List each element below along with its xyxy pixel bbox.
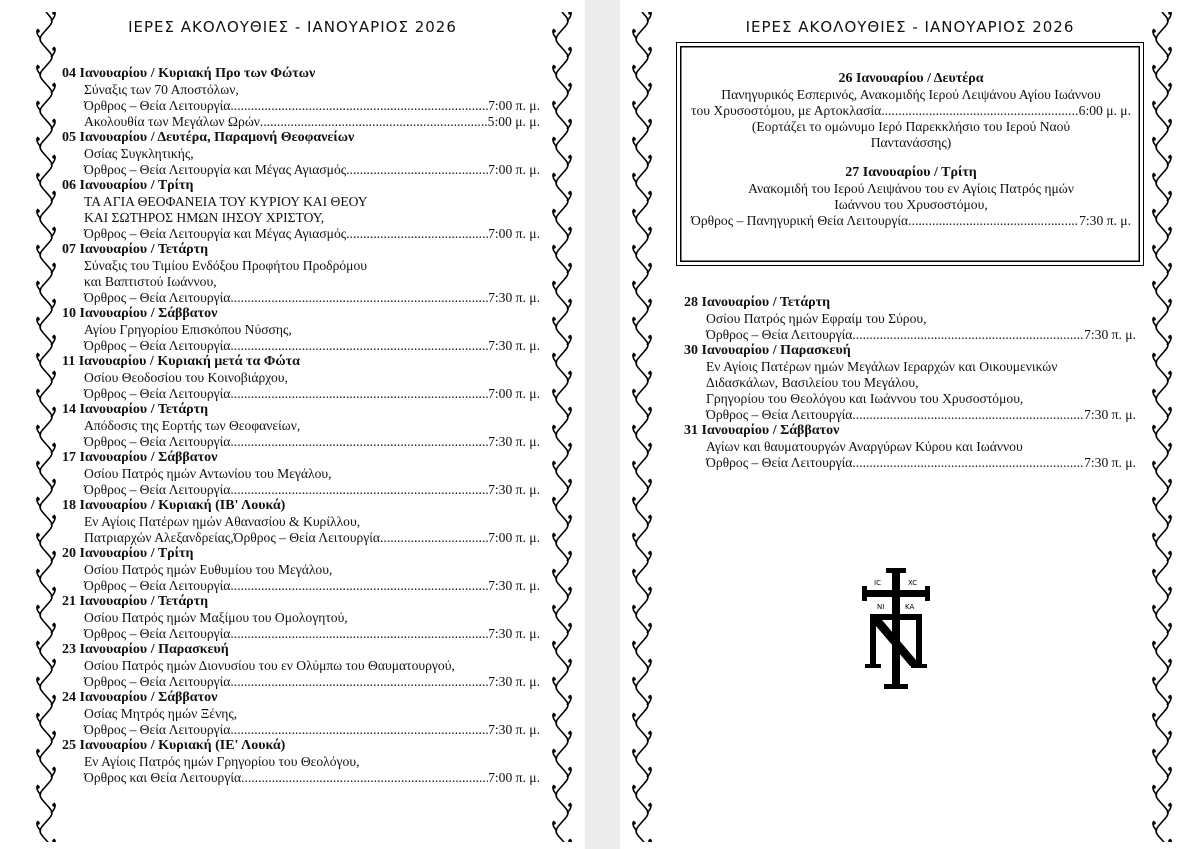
entry-time-line — [684, 407, 1136, 423]
dot-leader — [346, 226, 488, 242]
entry-date: 30 Ιανουαρίου / Παρασκευή — [684, 343, 851, 358]
entry-line: Σύναξις του Τιμίου Ενδόξου Προφήτου Προδρόμου — [84, 258, 367, 273]
entry-line: Διδασκάλων, Βασιλείου του Μεγάλου, — [706, 375, 919, 390]
entry-line: Όρθρος – Θεία Λειτουργία — [84, 482, 231, 497]
vine-border-icon — [630, 12, 654, 842]
service-time: 6:00 μ. μ. — [1078, 103, 1131, 118]
service-time: 7:00 π. μ. — [488, 770, 540, 785]
entry-time-line — [62, 290, 540, 306]
dot-leader — [346, 162, 488, 178]
dot-leader — [380, 530, 488, 546]
entry-line: Όρθρος – Θεία Λειτουργία — [84, 338, 231, 353]
dot-leader — [241, 770, 488, 786]
dot-leader — [230, 290, 488, 306]
service-time: 7:00 π. μ. — [488, 530, 540, 545]
entry-time-line — [691, 103, 1131, 119]
entry-note: (Εορτάζει το ομώνυμο Ιερό Παρεκκλήσιο του Ιερού Ναού — [751, 119, 1071, 134]
entry-line: Ιωάννου του Χρυσοστόμου, — [834, 197, 988, 212]
vine-border-icon — [34, 12, 58, 842]
entry-line: Όρθρος – Πανηγυρική Θεία Λειτουργία — [691, 213, 909, 228]
entry-time-line — [62, 578, 540, 594]
dot-leader — [230, 674, 488, 690]
entry-line: Όρθρος – Θεία Λειτουργία — [84, 722, 231, 737]
emblem-ka: KA — [905, 603, 915, 611]
entry-time-line — [62, 770, 540, 786]
entry-date: 11 Ιανουαρίου / Κυριακή μετά τα Φώτα — [62, 354, 300, 369]
entry-line: Εν Αγίοις Πατρός ημών Γρηγορίου του Θεολόγου, — [84, 754, 360, 769]
entry-line: Αγίου Γρηγορίου Επισκόπου Νύσσης, — [84, 322, 292, 337]
entry-note: Παντανάσσης) — [870, 135, 952, 150]
emblem-ni: NI — [877, 603, 885, 611]
entry-line: Οσίου Πατρός ημών Εφραίμ του Σύρου, — [706, 311, 927, 326]
dot-leader — [852, 407, 1084, 423]
entry-line: Οσίου Πατρός ημών Αντωνίου του Μεγάλου, — [84, 466, 332, 481]
entry-time-line — [684, 327, 1136, 343]
service-time: 7:30 π. μ. — [488, 722, 540, 737]
entry-date: 26 Ιανουαρίου / Δευτέρα — [838, 71, 984, 86]
entry-date: 28 Ιανουαρίου / Τετάρτη — [684, 295, 831, 310]
service-time: 7:30 π. μ. — [488, 674, 540, 689]
entry-line: Εν Αγίοις Πατέρων ημών Αθανασίου & Κυρίλλου, — [84, 514, 361, 529]
service-time: 7:30 π. μ. — [1079, 213, 1131, 228]
entry-line: Οσίου Πατρός ημών Ευθυμίου του Μεγάλου, — [84, 562, 333, 577]
entry-line: ΚΑΙ ΣΩΤΗΡΟΣ ΗΜΩΝ ΙΗΣΟΥ ΧΡΙΣΤΟΥ, — [84, 210, 325, 225]
entry-line: Πατριαρχών Αλεξανδρείας,Όρθρος – Θεία Λειτουργία — [84, 530, 381, 545]
entry-time-line — [62, 338, 540, 354]
dot-leader — [230, 386, 488, 402]
entry-line: Αγίων και θαυματουργών Αναργύρων Κύρου και Ιωάννου — [706, 439, 1023, 454]
entry-line: Όρθρος – Θεία Λειτουργία — [84, 434, 231, 449]
dot-leader — [852, 327, 1084, 343]
entry-date: 07 Ιανουαρίου / Τετάρτη — [62, 242, 209, 257]
entry-time-line — [691, 213, 1131, 229]
entry-date: 17 Ιανουαρίου / Σάββατον — [62, 450, 218, 465]
entry-line: Οσίου Θεοδοσίου του Κοινοβιάρχου, — [84, 370, 288, 385]
entry-line: Οσίου Πατρός ημών Μαξίμου του Ομολογητού, — [84, 610, 348, 625]
entry-date: 20 Ιανουαρίου / Τρίτη — [62, 546, 194, 561]
entry-date: 06 Ιανουαρίου / Τρίτη — [62, 178, 194, 193]
entry-line: Όρθρος – Θεία Λειτουργία και Μέγας Αγιασμός — [84, 162, 347, 177]
entry-date: 23 Ιανουαρίου / Παρασκευή — [62, 642, 229, 657]
service-time: 7:00 π. μ. — [488, 386, 540, 401]
emblem-ic: IC — [874, 579, 881, 587]
entry-line: Όρθρος – Θεία Λειτουργία — [84, 578, 231, 593]
page-header-right: ΙΕΡΕΣ ΑΚΟΛΟΥΘΙΕΣ - ΙΑΝΟΥΑΡΙΟΣ 2026 — [745, 18, 1075, 36]
entry-time-line — [62, 626, 540, 642]
dot-leader — [230, 626, 488, 642]
entry-line: Όρθρος – Θεία Λειτουργία — [706, 455, 853, 470]
entry-time-line — [62, 98, 540, 114]
dot-leader — [230, 722, 488, 738]
dot-leader — [852, 455, 1084, 471]
dot-leader — [230, 338, 488, 354]
entry-time-line — [62, 226, 540, 242]
entry-line: και Βαπτιστού Ιωάννου, — [84, 274, 217, 289]
entry-line: ΤΑ ΑΓΙΑ ΘΕΟΦΑΝΕΙΑ ΤΟΥ ΚΥΡΙΟΥ ΚΑΙ ΘΕΟΥ — [84, 194, 368, 209]
entry-line: Όρθρος – Θεία Λειτουργία και Μέγας Αγιασμός — [84, 226, 347, 241]
entry-time-line — [62, 114, 540, 130]
service-time: 7:00 π. μ. — [488, 98, 540, 113]
entry-time-line — [62, 722, 540, 738]
entry-line: Όρθρος – Θεία Λειτουργία — [706, 407, 853, 422]
service-time: 7:00 π. μ. — [488, 226, 540, 241]
vine-border-icon — [550, 12, 574, 842]
entry-date: 04 Ιανουαρίου / Κυριακή Προ των Φώτων — [62, 66, 316, 81]
entry-line: Πανηγυρικός Εσπερινός, Ανακομιδής Ιερού Λειψάνου Αγίου Ιωάννου — [721, 87, 1101, 102]
entry-line: Όρθρος – Θεία Λειτουργία — [84, 386, 231, 401]
service-time: 7:00 π. μ. — [488, 162, 540, 177]
entry-date: 10 Ιανουαρίου / Σάββατον — [62, 306, 218, 321]
service-time: 7:30 π. μ. — [1084, 455, 1136, 470]
entry-date: 21 Ιανουαρίου / Τετάρτη — [62, 594, 209, 609]
entry-time-line — [684, 455, 1136, 471]
entry-line: Οσίας Συγκλητικής, — [84, 146, 194, 161]
service-time: 7:30 π. μ. — [488, 626, 540, 641]
service-time: 7:30 π. μ. — [1084, 407, 1136, 422]
entry-date: 05 Ιανουαρίου / Δευτέρα, Παραμονή Θεοφανείων — [62, 130, 355, 145]
entry-line: Σύναξις των 70 Αποστόλων, — [84, 82, 239, 97]
entry-line: Οσίου Πατρός ημών Διονυσίου του εν Ολύμπω του Θαυματουργού, — [84, 658, 455, 673]
entry-line: Όρθρος και Θεία Λειτουργία — [84, 770, 242, 785]
entry-line: Όρθρος – Θεία Λειτουργία — [84, 98, 231, 113]
service-time: 7:30 π. μ. — [488, 482, 540, 497]
entry-date: 18 Ιανουαρίου / Κυριακή (ΙΒ' Λουκά) — [62, 498, 286, 513]
right-schedule — [684, 295, 1136, 471]
ic-xc-nika-cross-icon — [860, 568, 932, 690]
dot-leader — [260, 114, 488, 130]
page-gutter — [585, 0, 620, 849]
service-time: 7:30 π. μ. — [488, 290, 540, 305]
emblem-xc: XC — [908, 579, 918, 587]
service-time: 7:30 π. μ. — [1084, 327, 1136, 342]
entry-line: Όρθρος – Θεία Λειτουργία — [84, 674, 231, 689]
entry-line: Ακολουθία των Μεγάλων Ωρών — [84, 114, 260, 129]
entry-time-line — [62, 674, 540, 690]
service-time: 5:00 μ. μ. — [487, 114, 540, 129]
service-time: 7:30 π. μ. — [488, 434, 540, 449]
dot-leader — [230, 482, 488, 498]
entry-date: 31 Ιανουαρίου / Σάββατον — [684, 423, 840, 438]
dot-leader — [881, 103, 1078, 119]
entry-line: Απόδοσις της Εορτής των Θεοφανείων, — [84, 418, 301, 433]
page-header-left: ΙΕΡΕΣ ΑΚΟΛΟΥΘΙΕΣ - ΙΑΝΟΥΑΡΙΟΣ 2026 — [128, 18, 457, 36]
vine-border-icon — [1150, 12, 1174, 842]
entry-date: 14 Ιανουαρίου / Τετάρτη — [62, 402, 209, 417]
entry-date: 25 Ιανουαρίου / Κυριακή (ΙΕ' Λουκά) — [62, 738, 286, 753]
entry-line: Όρθρος – Θεία Λειτουργία — [84, 626, 231, 641]
entry-time-line — [62, 530, 540, 546]
entry-line: Οσίας Μητρός ημών Ξένης, — [84, 706, 238, 721]
left-schedule — [62, 66, 540, 786]
feast-box — [676, 42, 1144, 266]
entry-date: 24 Ιανουαρίου / Σάββατον — [62, 690, 218, 705]
service-time: 7:30 π. μ. — [488, 338, 540, 353]
entry-line: Γρηγορίου του Θεολόγου και Ιωάννου του Χρυσοστόμου, — [706, 391, 1024, 406]
entry-line: Εν Αγίοις Πατέρων ημών Μεγάλων Ιεραρχών και Οικουμενικών — [706, 359, 1058, 374]
entry-time-line — [62, 162, 540, 178]
entry-time-line — [62, 482, 540, 498]
service-time: 7:30 π. μ. — [488, 578, 540, 593]
dot-leader — [230, 434, 488, 450]
dot-leader — [230, 98, 488, 114]
entry-line: Όρθρος – Θεία Λειτουργία — [706, 327, 853, 342]
entry-time-line — [62, 386, 540, 402]
dot-leader — [908, 213, 1079, 229]
entry-time-line — [62, 434, 540, 450]
dot-leader — [230, 578, 488, 594]
entry-line: Όρθρος – Θεία Λειτουργία — [84, 290, 231, 305]
entry-line: του Χρυσοστόμου, με Αρτοκλασία — [691, 103, 882, 118]
entry-date: 27 Ιανουαρίου / Τρίτη — [845, 165, 977, 180]
entry-line: Ανακομιδή του Ιερού Λειψάνου του εν Αγίοις Πατρός ημών — [748, 181, 1074, 196]
